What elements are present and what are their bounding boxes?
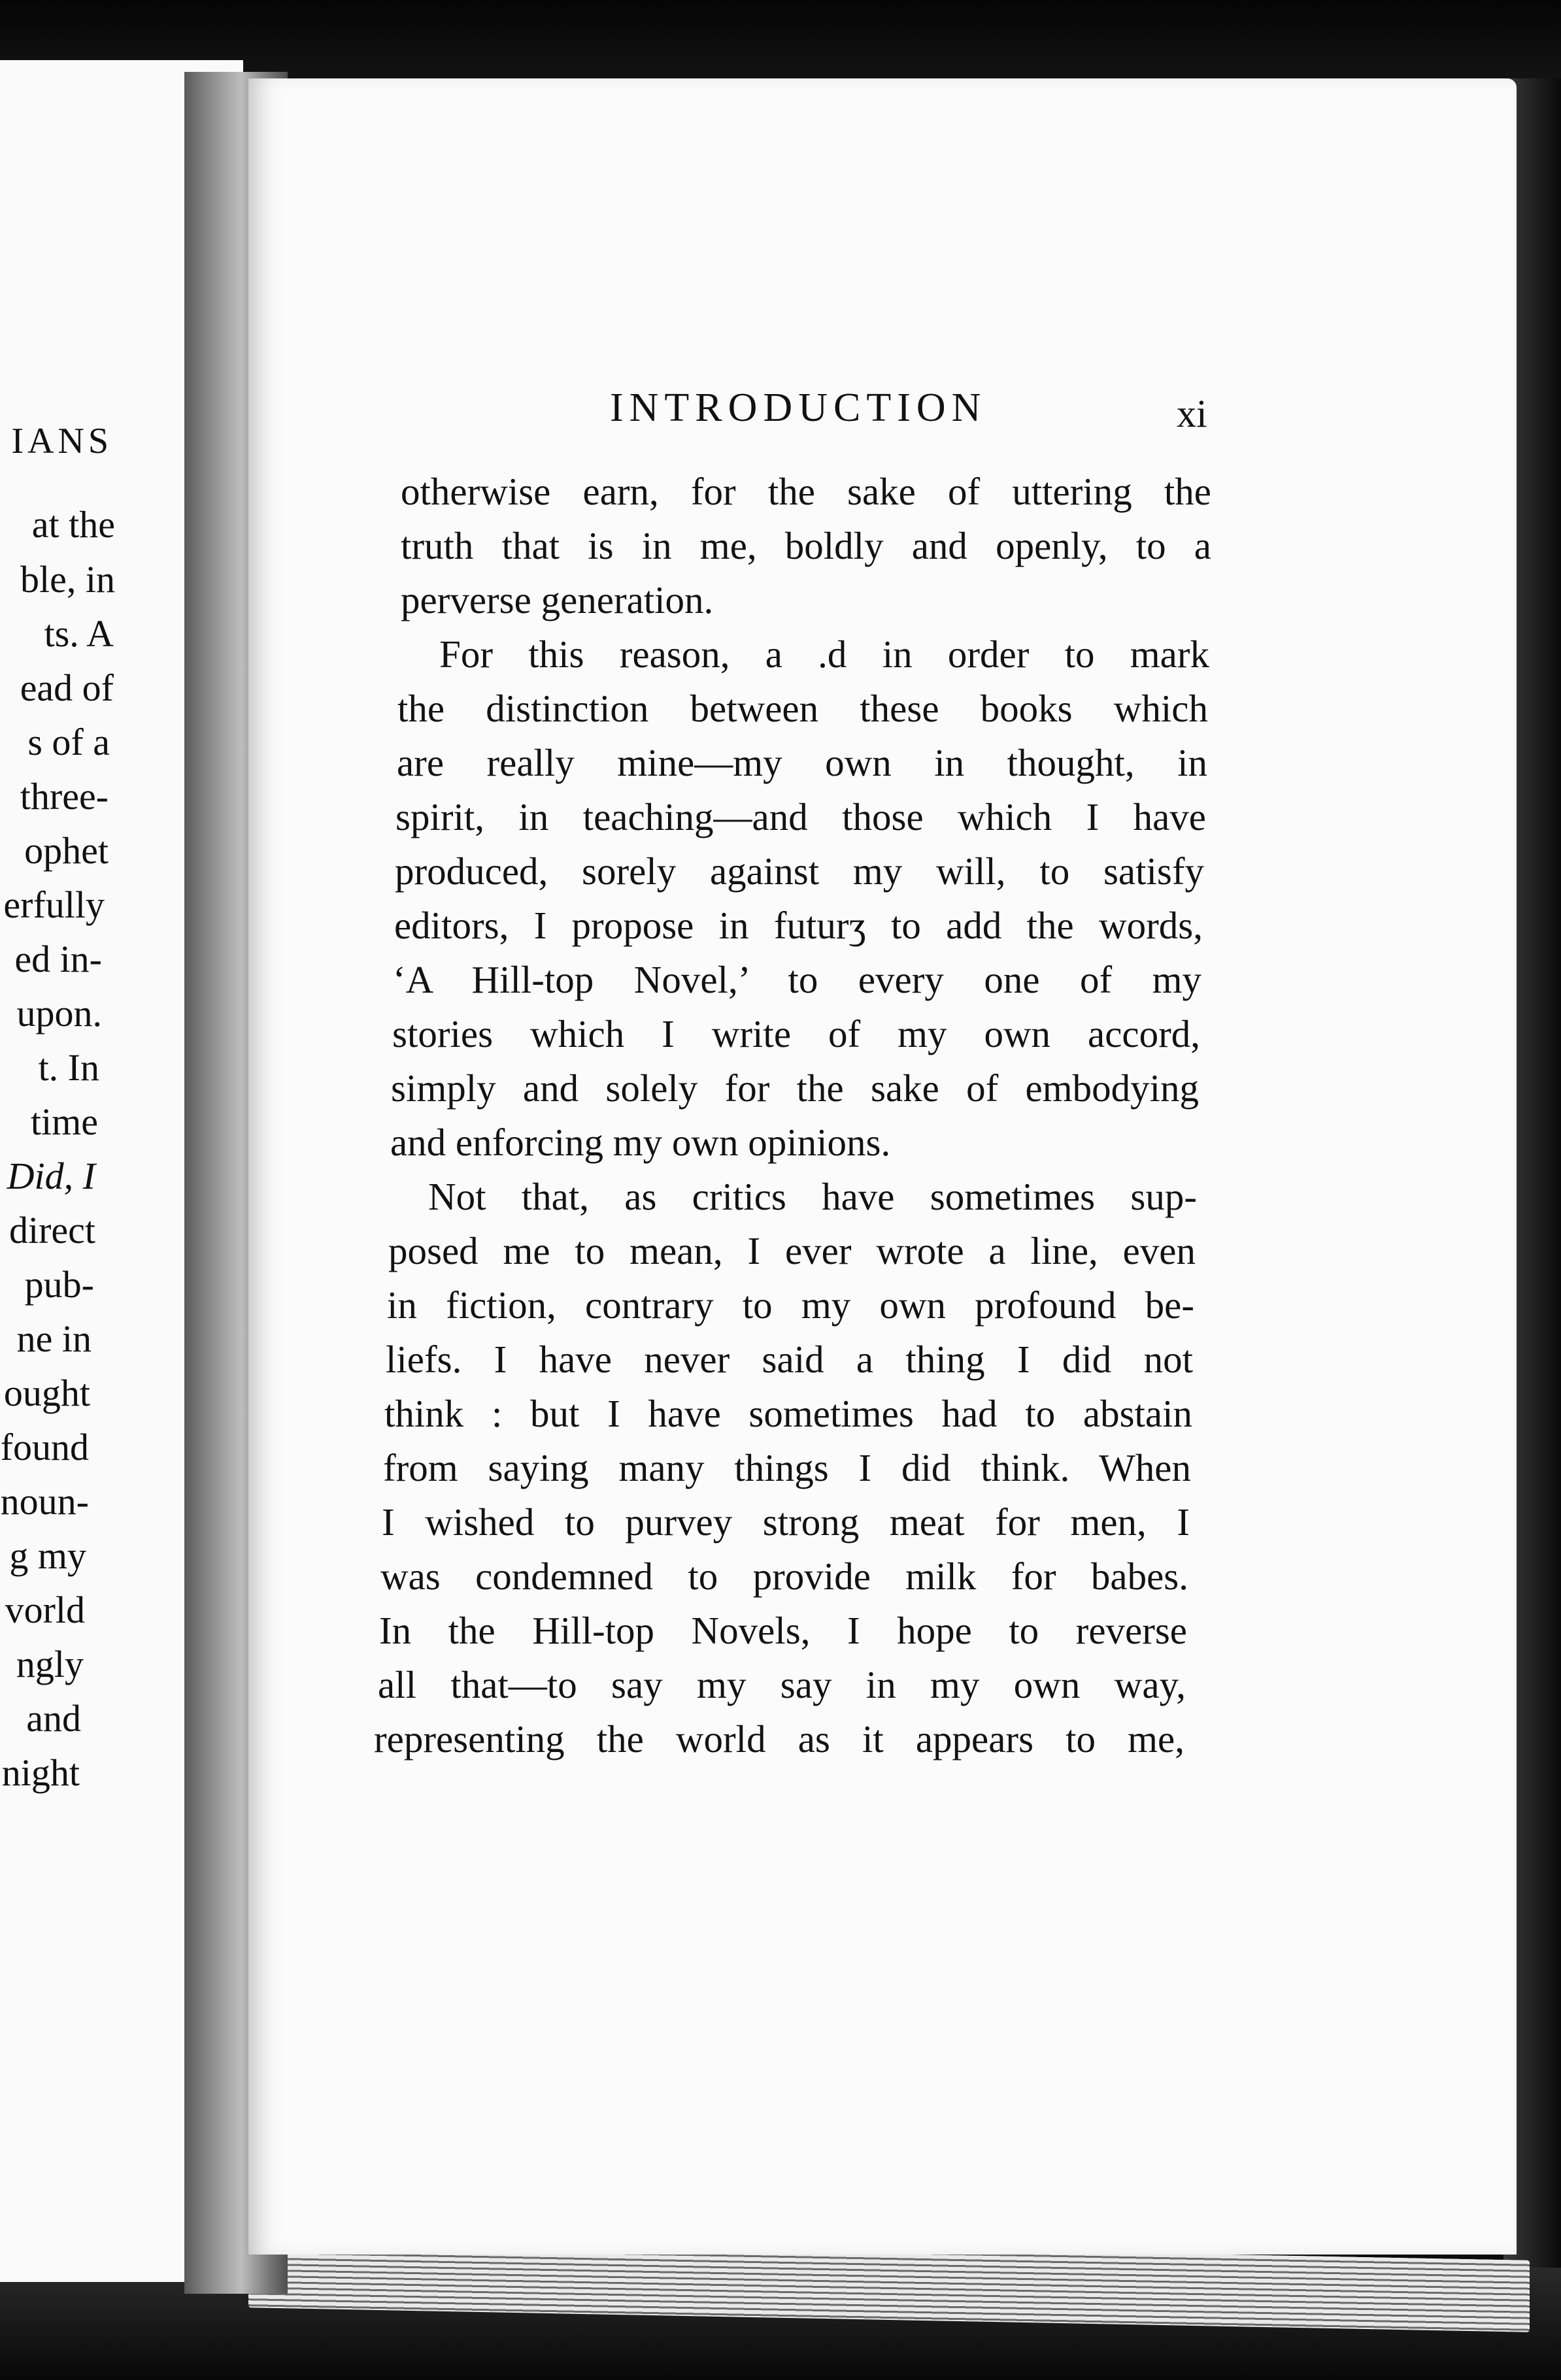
left-line: s of a: [27, 721, 110, 763]
left-line: upon.: [16, 992, 102, 1034]
left-line: night: [1, 1751, 80, 1794]
page-number: xi: [1177, 392, 1207, 435]
left-line: ophet: [24, 829, 109, 872]
text-line: think : but I have sometimes had to abstain: [384, 1392, 1192, 1435]
left-running-head: IANS: [11, 421, 112, 461]
text-line: produced, sorely against my will, to satisfy: [395, 850, 1204, 893]
text-line: and enforcing my own opinions.: [390, 1121, 891, 1164]
text-line: are really mine—my own in thought, in: [397, 741, 1207, 784]
left-line: time: [30, 1100, 98, 1143]
text-line: was condemned to provide milk for babes.: [380, 1555, 1188, 1598]
left-line: ne in: [16, 1317, 92, 1360]
text-line: In the Hill-top Novels, I hope to reverse: [379, 1609, 1187, 1652]
text-line: I wished to purvey strong meat for men, I: [382, 1500, 1190, 1544]
text-line: posed me to mean, I ever wrote a line, even: [388, 1229, 1196, 1272]
text-line: otherwise earn, for the sake of uttering the: [401, 470, 1211, 513]
left-line: g my: [9, 1534, 86, 1577]
text-line: stories which I write of my own accord,: [392, 1012, 1200, 1055]
running-head: INTRODUCTION: [610, 386, 987, 430]
left-line: found: [0, 1426, 89, 1468]
text-line: simply and solely for the sake of embodying: [391, 1066, 1199, 1110]
text-line: ‘A Hill-top Novel,’ to every one of my: [393, 958, 1201, 1001]
left-line: ed in-: [14, 938, 102, 980]
left-line: pub-: [24, 1263, 94, 1306]
left-line: three-: [20, 775, 109, 818]
text-line: Not that, as critics have sometimes sup-: [428, 1175, 1197, 1218]
left-line: ead of: [20, 667, 114, 709]
left-line: noun-: [0, 1480, 89, 1523]
left-line: Did, I: [7, 1155, 95, 1197]
left-line: vorld: [5, 1589, 85, 1631]
left-line: ble, in: [20, 558, 115, 601]
text-line: liefs. I have never said a thing I did not: [386, 1338, 1193, 1381]
text-line: the distinction between these books which: [397, 687, 1208, 730]
left-line: ngly: [16, 1643, 84, 1685]
left-line: and: [26, 1697, 81, 1740]
text-line: representing the world as it appears to me,: [374, 1717, 1184, 1760]
left-line: t. In: [38, 1046, 99, 1089]
text-line: from saying many things I did think. When: [383, 1446, 1191, 1489]
text-line: For this reason, a .d in order to mark: [439, 633, 1209, 676]
text-line: spirit, in teaching—and those which I have: [395, 795, 1206, 838]
text-line: in fiction, contrary to my own profound be-: [387, 1283, 1194, 1327]
left-line: erfully: [3, 884, 105, 926]
text-line: perverse generation.: [401, 578, 714, 621]
left-line: at the: [31, 503, 115, 546]
left-line: ts. A: [44, 612, 114, 655]
text-line: all that—to say my say in my own way,: [378, 1663, 1186, 1706]
left-line: ought: [3, 1372, 90, 1414]
text-line: editors, I propose in futurʒ to add the words,: [394, 904, 1203, 947]
text-line: truth that is in me, boldly and openly, to a: [401, 524, 1211, 567]
left-line: direct: [8, 1209, 95, 1251]
